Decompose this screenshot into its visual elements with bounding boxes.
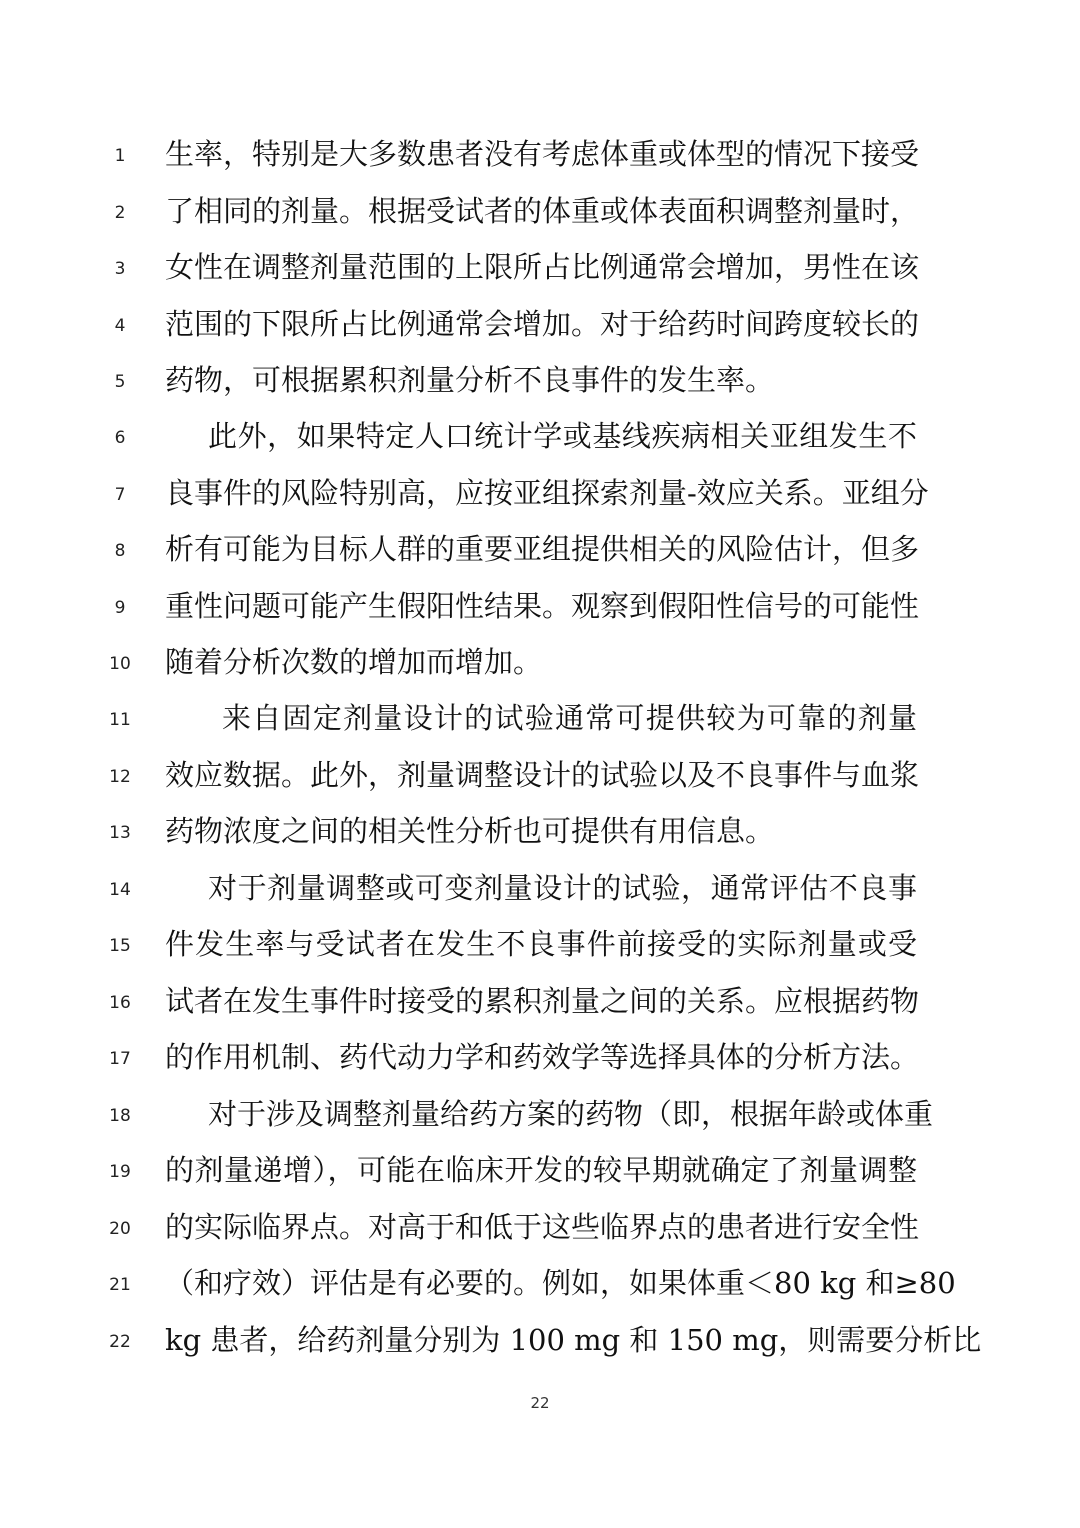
line-text: 件发生率与受试者在发生不良事件前接受的实际剂量或受 [165,927,917,961]
line-number: 20 [109,1219,131,1239]
text-line [0,191,1080,231]
line-text: 良事件的风险特别高，应按亚组探索剂量-效应关系。亚组分 [165,476,929,510]
line-number: 15 [109,936,131,956]
line-text: 重性问题可能产生假阳性结果。观察到假阳性信号的可能性 [165,589,920,623]
text-line [0,586,1080,626]
text-line [0,1037,1080,1077]
line-text: 对于剂量调整或可变剂量设计的试验，通常评估不良事 [208,871,917,905]
line-text: 效应数据。此外，剂量调整设计的试验以及不良事件与血浆 [165,758,920,792]
line-text: 随着分析次数的增加而增加。 [165,645,543,679]
line-number: 1 [114,146,126,166]
text-line [0,1320,1080,1360]
text-line [0,811,1080,851]
text-line [0,1263,1080,1303]
line-text: （和疗效）评估是有必要的。例如，如果体重＜80 kg 和≥80 [165,1266,956,1300]
text-line [0,304,1080,344]
text-line [0,981,1080,1021]
line-text: 女性在调整剂量范围的上限所占比例通常会增加，男性在该 [165,250,920,284]
text-line [0,360,1080,400]
text-line [0,698,1080,738]
text-line [0,134,1080,174]
line-text: 的剂量递增），可能在临床开发的较早期就确定了剂量调整 [165,1153,917,1187]
line-text: 对于涉及调整剂量给药方案的药物（即，根据年龄或体重 [208,1097,934,1131]
text-line [0,868,1080,908]
line-number: 3 [114,259,126,279]
text-line [0,1150,1080,1190]
text-line [0,642,1080,682]
line-text: 生率，特别是大多数患者没有考虑体重或体型的情况下接受 [165,137,920,171]
line-text: 此外，如果特定人口统计学或基线疾病相关亚组发生不 [208,419,917,453]
line-text: 的作用机制、药代动力学和药效学等选择具体的分析方法。 [165,1040,920,1074]
line-number: 6 [114,428,126,448]
text-line [0,416,1080,456]
line-text: 药物浓度之间的相关性分析也可提供有用信息。 [165,814,775,848]
line-number: 9 [114,598,126,618]
line-text: 了相同的剂量。根据受试者的体重或体表面积调整剂量时， [165,194,920,228]
line-number: 11 [109,710,131,730]
line-number: 5 [114,372,126,392]
text-line [0,473,1080,513]
line-number: 7 [114,485,126,505]
line-number: 16 [109,993,131,1013]
line-text: 范围的下限所占比例通常会增加。对于给药时间跨度较长的 [165,307,920,341]
line-number: 2 [114,203,126,223]
line-text: 来自固定剂量设计的试验通常可提供较为可靠的剂量 [222,701,917,735]
line-number: 4 [114,316,126,336]
text-line [0,1207,1080,1247]
line-number: 18 [109,1106,131,1126]
line-text: kg 患者，给药剂量分别为 100 mg 和 150 mg，则需要分析比 [165,1323,982,1357]
line-number: 22 [109,1332,131,1352]
line-number: 21 [109,1275,131,1295]
line-number: 14 [109,880,131,900]
line-text: 试者在发生事件时接受的累积剂量之间的关系。应根据药物 [165,984,920,1018]
line-number: 19 [109,1162,131,1182]
line-number: 10 [109,654,131,674]
line-text: 析有可能为目标人群的重要亚组提供相关的风险估计，但多 [165,532,920,566]
text-line [0,247,1080,287]
text-line [0,755,1080,795]
text-line [0,924,1080,964]
line-number: 8 [114,541,126,561]
line-number: 13 [109,823,131,843]
line-number: 17 [109,1049,131,1069]
text-line [0,529,1080,569]
line-text: 的实际临界点。对高于和低于这些临界点的患者进行安全性 [165,1210,920,1244]
page-number: 22 [530,1394,550,1412]
text-line [0,1094,1080,1134]
line-text: 药物，可根据累积剂量分析不良事件的发生率。 [165,363,775,397]
line-number: 12 [109,767,131,787]
